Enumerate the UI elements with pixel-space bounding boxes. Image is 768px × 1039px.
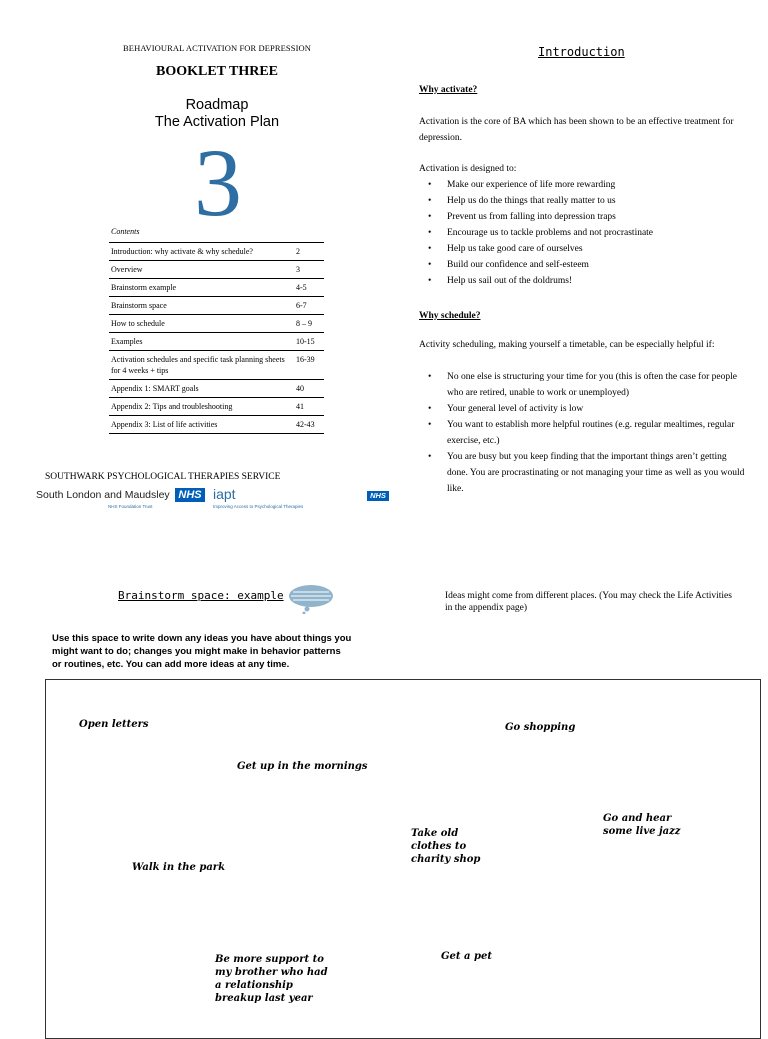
activation-plan-line: The Activation Plan <box>154 114 280 130</box>
slam-logo-subtext: NHS Foundation Trust <box>108 504 153 509</box>
bullet-item: • Make our experience of life more rewarding <box>419 177 749 193</box>
booklet-number: 3 <box>194 129 242 236</box>
iapt-logo: iapt <box>213 486 236 502</box>
contents-pages: 10-15 <box>294 333 324 351</box>
idea-item: Get up in the mornings <box>237 761 368 772</box>
contents-pages: 8 – 9 <box>294 315 324 333</box>
contents-row <box>109 261 324 279</box>
designed-to-text: Activation is designed to: <box>419 164 517 174</box>
scheduling-text: Activity scheduling, making yourself a timetable, can be especially helpful if: <box>419 340 715 350</box>
ideas-note: Ideas might come from different places. (You may check the Life Activities in the appendix page) <box>445 591 732 613</box>
contents-row <box>109 243 324 261</box>
contents-title: Examples <box>109 333 294 351</box>
contents-title: Activation schedules and specific task planning sheets for 4 weeks + tips <box>109 351 294 380</box>
slam-logo-text: South London and Maudsley <box>36 489 170 501</box>
service-name: SOUTHWARK PSYCHOLOGICAL THERAPIES SERVICE <box>45 472 281 482</box>
roadmap-line: Roadmap <box>185 97 249 113</box>
bullet-item: • Prevent us from falling into depression traps <box>419 209 749 225</box>
brainstorm-title: Brainstorm space: example <box>118 589 284 602</box>
contents-row <box>109 333 324 351</box>
bullet-item: • No one else is structuring your time for you (this is often the case for people who are retired, unable to work or unemployed) <box>419 369 749 401</box>
contents-title: Introduction: why activate & why schedule? <box>109 243 294 261</box>
contents-row <box>109 279 324 297</box>
bullet-item: • Help us take good care of ourselves <box>419 241 749 257</box>
contents-row <box>109 416 324 434</box>
contents-table <box>109 242 324 434</box>
contents-row <box>109 398 324 416</box>
nhs-logo-small: NHS <box>367 491 389 501</box>
nhs-logo: NHS <box>175 488 205 502</box>
booklet-subtitle <box>110 97 324 131</box>
bullet-item: • Encourage us to tackle problems and not procrastinate <box>419 225 749 241</box>
contents-title: Brainstorm space <box>109 297 294 315</box>
idea-item: Take old clothes to charity shop <box>411 828 481 865</box>
contents-title: Appendix 3: List of life activities <box>109 416 294 434</box>
bullet-item: • Help us do the things that really matter to us <box>419 193 749 209</box>
contents-pages: 16-39 <box>294 351 324 380</box>
idea-item: Go shopping <box>505 722 576 733</box>
idea-item: Walk in the park <box>132 862 226 873</box>
contents-pages: 3 <box>294 261 324 279</box>
contents-pages: 42-43 <box>294 416 324 434</box>
contents-row <box>109 351 324 380</box>
contents-row <box>109 297 324 315</box>
idea-item: Open letters <box>79 719 149 730</box>
contents-title: Appendix 2: Tips and troubleshooting <box>109 398 294 416</box>
activation-bullet-list <box>419 177 749 289</box>
bullet-item: • Your general level of activity is low <box>419 401 749 417</box>
brainstorm-box <box>45 679 761 1039</box>
contents-label: Contents <box>111 227 140 236</box>
bullet-item: • Build our confidence and self-esteem <box>419 257 749 273</box>
contents-pages: 4-5 <box>294 279 324 297</box>
introduction-heading: Introduction <box>538 45 625 59</box>
series-title: BEHAVIOURAL ACTIVATION FOR DEPRESSION <box>123 43 311 53</box>
thought-cloud-icon <box>287 584 335 614</box>
idea-item: Go and hear some live jazz <box>603 813 681 837</box>
contents-pages: 40 <box>294 380 324 398</box>
contents-row <box>109 315 324 333</box>
iapt-logo-subtext: Improving Access to Psychological Therapies <box>213 504 304 509</box>
contents-pages: 6-7 <box>294 297 324 315</box>
activation-core-text: Activation is the core of BA which has been shown to be an effective treatment for depression. <box>419 117 734 143</box>
bullet-item: • You are busy but you keep finding that the important things aren’t getting done. You are procrastinating or not managing your time as well as you would like. <box>419 449 749 497</box>
schedule-bullet-list <box>419 369 749 497</box>
idea-item: Be more support to my brother who had a relationship breakup last year <box>215 954 328 1004</box>
contents-row <box>109 380 324 398</box>
brainstorm-instructions: Use this space to write down any ideas you have about things you might want to do; changes you might make in behavior patterns or routines, etc. You can add more ideas at any time. <box>52 633 352 670</box>
booklet-title: BOOKLET THREE <box>155 64 279 79</box>
contents-title: How to schedule <box>109 315 294 333</box>
bullet-item: • Help us sail out of the doldrums! <box>419 273 749 289</box>
contents-pages: 41 <box>294 398 324 416</box>
why-activate-heading: Why activate? <box>419 85 478 95</box>
why-schedule-heading: Why schedule? <box>419 311 481 321</box>
contents-title: Brainstorm example <box>109 279 294 297</box>
contents-title: Overview <box>109 261 294 279</box>
idea-item: Get a pet <box>441 951 492 962</box>
contents-title: Appendix 1: SMART goals <box>109 380 294 398</box>
bullet-item: • You want to establish more helpful routines (e.g. regular mealtimes, regular exercise, etc.) <box>419 417 749 449</box>
contents-pages: 2 <box>294 243 324 261</box>
